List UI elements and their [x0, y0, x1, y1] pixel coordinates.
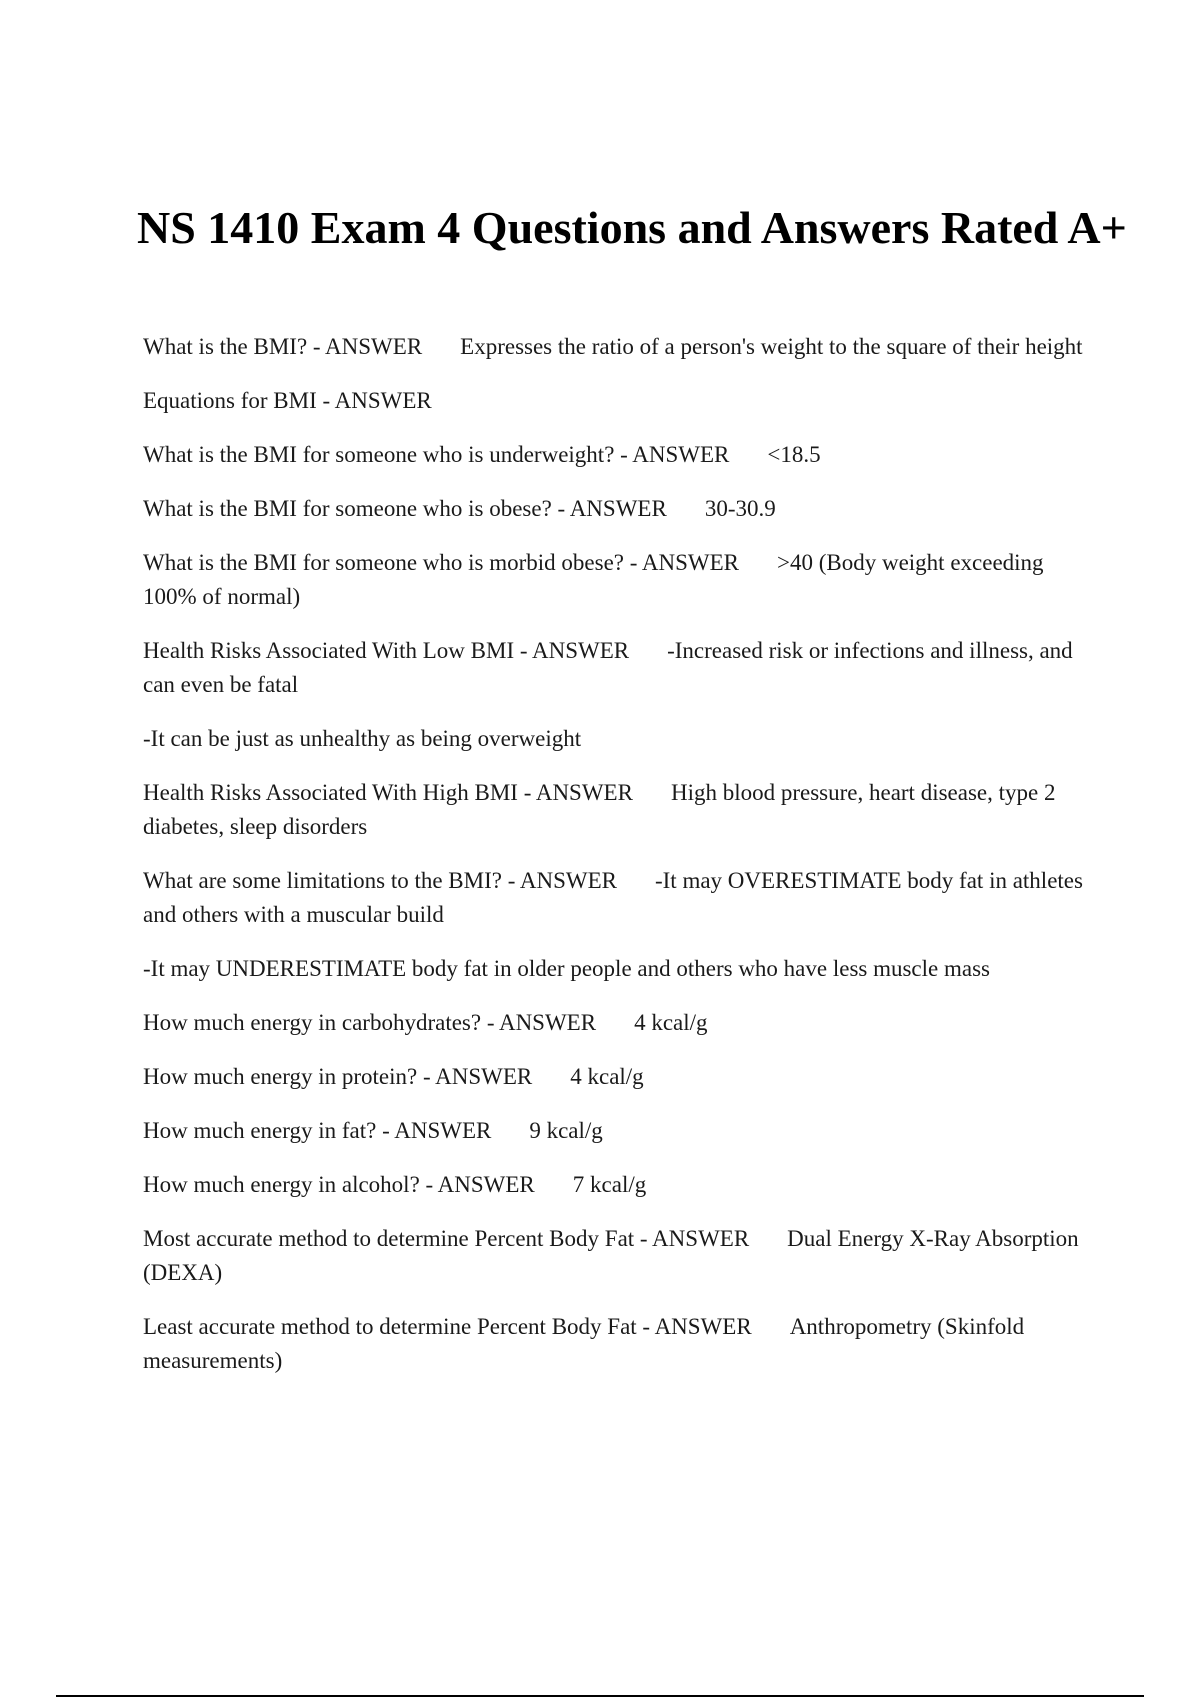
- answer-text: 9 kcal/g: [529, 1118, 603, 1143]
- qa-continuation: [143, 722, 1083, 756]
- question-text: Health Risks Associated With Low BMI - ANSWER: [143, 638, 630, 663]
- qa-item: [143, 1114, 1083, 1148]
- question-text: Equations for BMI - ANSWER: [143, 388, 432, 413]
- question-text: Least accurate method to determine Percent Body Fat - ANSWER: [143, 1314, 752, 1339]
- answer-text: Expresses the ratio of a person's weight to the square of their height: [460, 334, 1083, 359]
- qa-item: [143, 864, 1083, 932]
- answer-text: >40 (Body weight exceeding 100% of normal): [143, 550, 1044, 609]
- answer-text: <18.5: [767, 442, 821, 467]
- answer-text: Anthropometry (Skinfold measurements): [143, 1314, 1025, 1373]
- answer-text: High blood pressure, heart disease, type 2 diabetes, sleep disorders: [143, 780, 1056, 839]
- qa-item: [143, 634, 1083, 702]
- qa-item: [143, 438, 1083, 472]
- answer-text: 4 kcal/g: [570, 1064, 644, 1089]
- qa-item: [143, 776, 1083, 844]
- qa-item: [143, 384, 1083, 418]
- question-text: What is the BMI for someone who is morbid obese? - ANSWER: [143, 550, 739, 575]
- question-text: How much energy in alcohol? - ANSWER: [143, 1172, 535, 1197]
- qa-item: [143, 1060, 1083, 1094]
- question-text: What is the BMI for someone who is underweight? - ANSWER: [143, 442, 730, 467]
- qa-item: [143, 330, 1083, 364]
- qa-item: [143, 1222, 1083, 1290]
- question-text: How much energy in protein? - ANSWER: [143, 1064, 533, 1089]
- question-text: Health Risks Associated With High BMI - ANSWER: [143, 780, 633, 805]
- answer-text: -It may UNDERESTIMATE body fat in older people and others who have less muscle mass: [143, 956, 990, 981]
- answer-text: 7 kcal/g: [572, 1172, 647, 1197]
- answer-text: -It can be just as unhealthy as being overweight: [143, 726, 582, 751]
- qa-item: [143, 1310, 1083, 1378]
- qa-continuation: [143, 952, 1083, 986]
- qa-item: [143, 1006, 1083, 1040]
- question-text: What is the BMI? - ANSWER: [143, 334, 423, 359]
- document-title: NS 1410 Exam 4 Questions and Answers Rated A+: [137, 202, 1127, 253]
- answer-text: -It may OVERESTIMATE body fat in athletes and others with a muscular build: [143, 868, 1083, 927]
- answer-text: 30-30.9: [704, 496, 776, 521]
- qa-list: [143, 330, 1083, 1398]
- qa-item: [143, 492, 1083, 526]
- footer-divider: [56, 1695, 1144, 1697]
- answer-text: Dual Energy X-Ray Absorption (DEXA): [143, 1226, 1079, 1285]
- question-text: How much energy in carbohydrates? - ANSWER: [143, 1010, 597, 1035]
- question-text: What is the BMI for someone who is obese? - ANSWER: [143, 496, 667, 521]
- answer-text: 4 kcal/g: [634, 1010, 708, 1035]
- question-text: Most accurate method to determine Percent Body Fat - ANSWER: [143, 1226, 750, 1251]
- qa-item: [143, 546, 1083, 614]
- question-text: What are some limitations to the BMI? - ANSWER: [143, 868, 617, 893]
- qa-item: [143, 1168, 1083, 1202]
- answer-text: -Increased risk or infections and illness, and can even be fatal: [143, 638, 1073, 697]
- question-text: How much energy in fat? - ANSWER: [143, 1118, 492, 1143]
